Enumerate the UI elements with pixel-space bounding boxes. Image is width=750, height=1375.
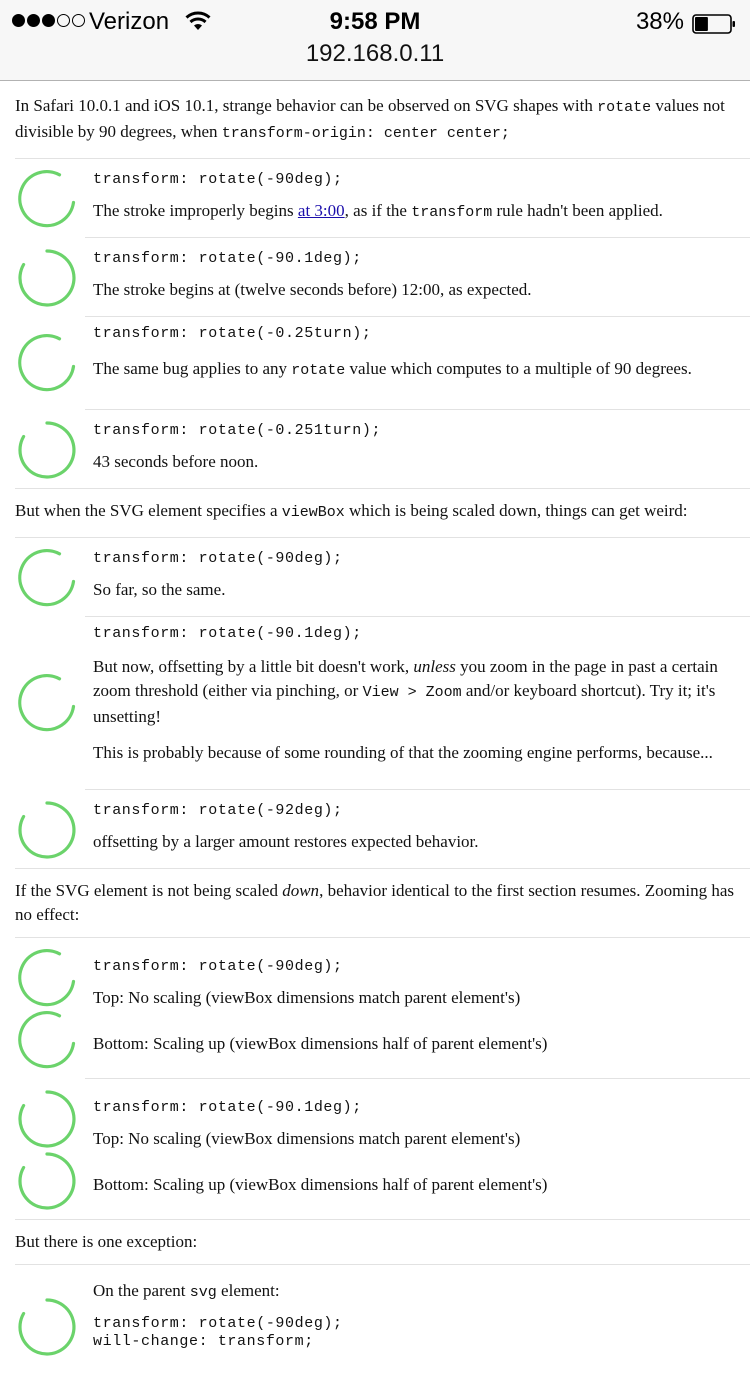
row-description-extra: This is probably because of some rounding of that the zooming engine performs, because... [93, 743, 713, 762]
section-paragraph: But there is one exception: [15, 1232, 198, 1251]
circle-arc-icon [15, 946, 79, 1010]
css-code: transform: rotate(-90deg); [93, 958, 343, 975]
address-bar-url[interactable]: 192.168.0.11 [305, 40, 445, 67]
row-description: So far, so the same. [93, 580, 226, 599]
example-row [0, 317, 750, 409]
row-description: But now, offsetting by a little bit doesn't work, unless you zoom in the page in past a certain zoom threshold (either via pinching, or View > Zoom and/or keyboard shortcut). Try it; it's unsetting! [93, 657, 718, 726]
circle-arc-icon [15, 1295, 79, 1359]
circle-arc-icon [15, 1087, 79, 1151]
intro-paragraph: In Safari 10.0.1 and iOS 10.1, strange behavior can be observed on SVG shapes with rotate values not divisible by 90 degrees, when transform-origin: center center; [15, 96, 725, 142]
css-code: transform: rotate(-90.1deg); [93, 625, 362, 642]
section-paragraph: But when the SVG element specifies a viewBox which is being scaled down, things can get weird: [15, 501, 688, 521]
section-paragraph: If the SVG element is not being scaled down, behavior identical to the first section resumes. Zooming has no effect: [15, 881, 735, 924]
example-row [0, 1079, 750, 1219]
circle-arc-icon [15, 331, 79, 395]
css-code: transform: rotate(-90.1deg); [93, 1099, 362, 1116]
css-code: transform: rotate(-0.25turn); [93, 325, 372, 342]
example-row [0, 538, 750, 616]
page-content [0, 80, 750, 1375]
row-description-top: Top: No scaling (viewBox dimensions match parent element's) [93, 1129, 521, 1148]
circle-arc-icon [15, 418, 79, 482]
circle-arc-icon [15, 546, 79, 610]
example-row [0, 938, 750, 1078]
row-description: The same bug applies to any rotate value which computes to a multiple of 90 degrees. [93, 359, 692, 379]
css-code: transform: rotate(-90deg); [93, 1315, 343, 1332]
carrier-name: Verizon [89, 8, 170, 35]
circle-arc-icon [15, 246, 79, 310]
battery-percentage: 38% [635, 8, 684, 35]
css-code: transform: rotate(-90.1deg); [93, 250, 362, 267]
row-description: On the parent svg element: [93, 1281, 280, 1301]
row-description: The stroke begins at (twelve seconds before) 12:00, as expected. [93, 280, 532, 299]
example-row [0, 410, 750, 488]
circle-arc-icon [15, 798, 79, 862]
example-row [0, 617, 750, 789]
row-description: The stroke improperly begins at 3:00, as if the transform rule hadn't been applied. [93, 201, 663, 221]
at-3-link[interactable]: at 3:00 [297, 201, 345, 220]
css-code: transform: rotate(-90deg); [93, 550, 343, 567]
example-row [0, 238, 750, 316]
circle-arc-icon [15, 671, 79, 735]
css-code: transform: rotate(-0.251turn); [93, 422, 382, 439]
browser-chrome [0, 0, 750, 81]
battery-icon [692, 14, 736, 34]
circle-arc-icon [15, 1149, 79, 1213]
row-description: offsetting by a larger amount restores expected behavior. [93, 832, 479, 851]
example-row [0, 1265, 750, 1375]
css-code: transform: rotate(-92deg); [93, 802, 343, 819]
row-description: 43 seconds before noon. [93, 452, 259, 471]
css-code: will-change: transform; [93, 1333, 314, 1350]
css-code: transform: rotate(-90deg); [93, 171, 343, 188]
example-row [0, 159, 750, 237]
circle-arc-icon [15, 1008, 79, 1072]
circle-arc-icon [15, 167, 79, 231]
example-row [0, 790, 750, 868]
row-description-bottom: Bottom: Scaling up (viewBox dimensions half of parent element's) [93, 1034, 548, 1053]
row-description-bottom: Bottom: Scaling up (viewBox dimensions half of parent element's) [93, 1175, 548, 1194]
clock: 9:58 PM [329, 8, 421, 35]
row-description-top: Top: No scaling (viewBox dimensions match parent element's) [93, 988, 521, 1007]
status-bar [0, 4, 750, 38]
